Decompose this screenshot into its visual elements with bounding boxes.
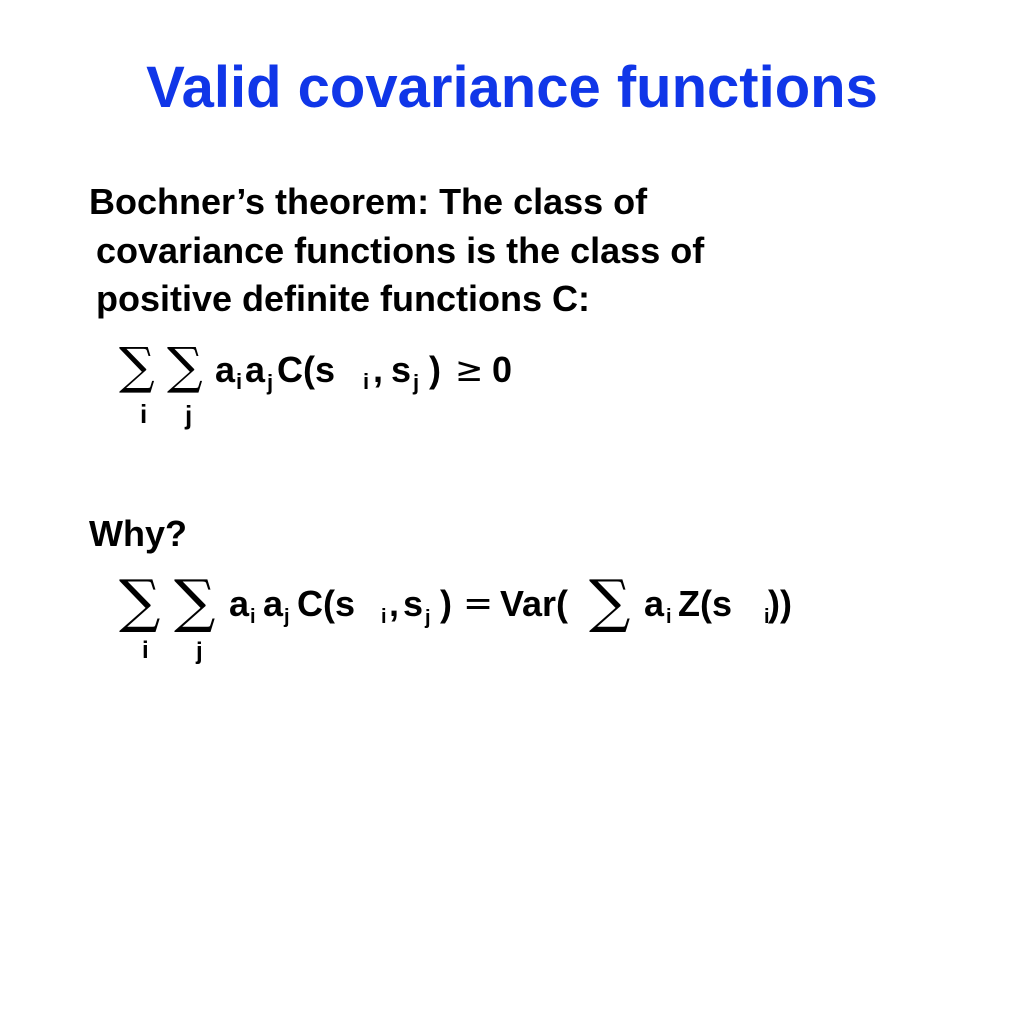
equals-sign: = (463, 583, 494, 624)
inner-coef-sub-i: i (666, 606, 672, 628)
cov-open: C(s (277, 349, 336, 390)
sum-index-i: i (142, 637, 149, 664)
sum-symbol-j: ∑ (174, 567, 216, 635)
cov-comma: , (389, 583, 400, 624)
coef-sub-j: j (284, 606, 290, 628)
sum-index-j: j (196, 638, 203, 665)
sum-index-j: j (185, 400, 193, 430)
cov-sub-j: j (425, 607, 431, 629)
cov-s-j: s (403, 583, 424, 624)
cov-sub-i: i (363, 369, 370, 394)
theorem-line-2: covariance functions is the class of (96, 229, 705, 271)
inner-sum-symbol: ∑ (589, 567, 631, 635)
geq-sign: ≥ (455, 350, 484, 390)
cov-s-j: s (391, 349, 412, 390)
cov-open: C(s (297, 583, 356, 624)
coef-a-j: a (263, 583, 284, 624)
cov-sub-i: i (381, 606, 387, 628)
theorem-line-1: Bochner’s theorem: The class of (89, 181, 648, 222)
theorem-line-3: positive definite functions C: (96, 278, 591, 319)
sum-symbol-i: ∑ (119, 567, 161, 635)
cov-comma: , (373, 349, 384, 390)
coef-sub-j: j (267, 370, 274, 395)
inner-z-open: Z(s (678, 583, 732, 624)
why-question: Why? (89, 513, 187, 554)
cov-sub-j: j (413, 370, 420, 395)
cov-close: ) (440, 583, 452, 624)
zero-value: 0 (492, 349, 513, 390)
coef-a-i: a (215, 349, 236, 390)
coef-sub-i: i (250, 606, 256, 628)
sum-symbol-j: ∑ (167, 337, 203, 395)
cov-close: ) (429, 349, 441, 390)
coef-sub-i: i (236, 369, 243, 394)
coef-a-i: a (229, 583, 250, 624)
close-parens: )) (768, 583, 792, 624)
coef-a-j: a (245, 349, 266, 390)
inner-z-sub-i: i (764, 606, 770, 628)
inner-coef-a: a (644, 583, 665, 624)
sum-symbol-i: ∑ (119, 337, 155, 395)
slide-title: Valid covariance functions (146, 55, 878, 120)
sum-index-i: i (140, 399, 148, 429)
var-open: Var( (500, 583, 569, 624)
